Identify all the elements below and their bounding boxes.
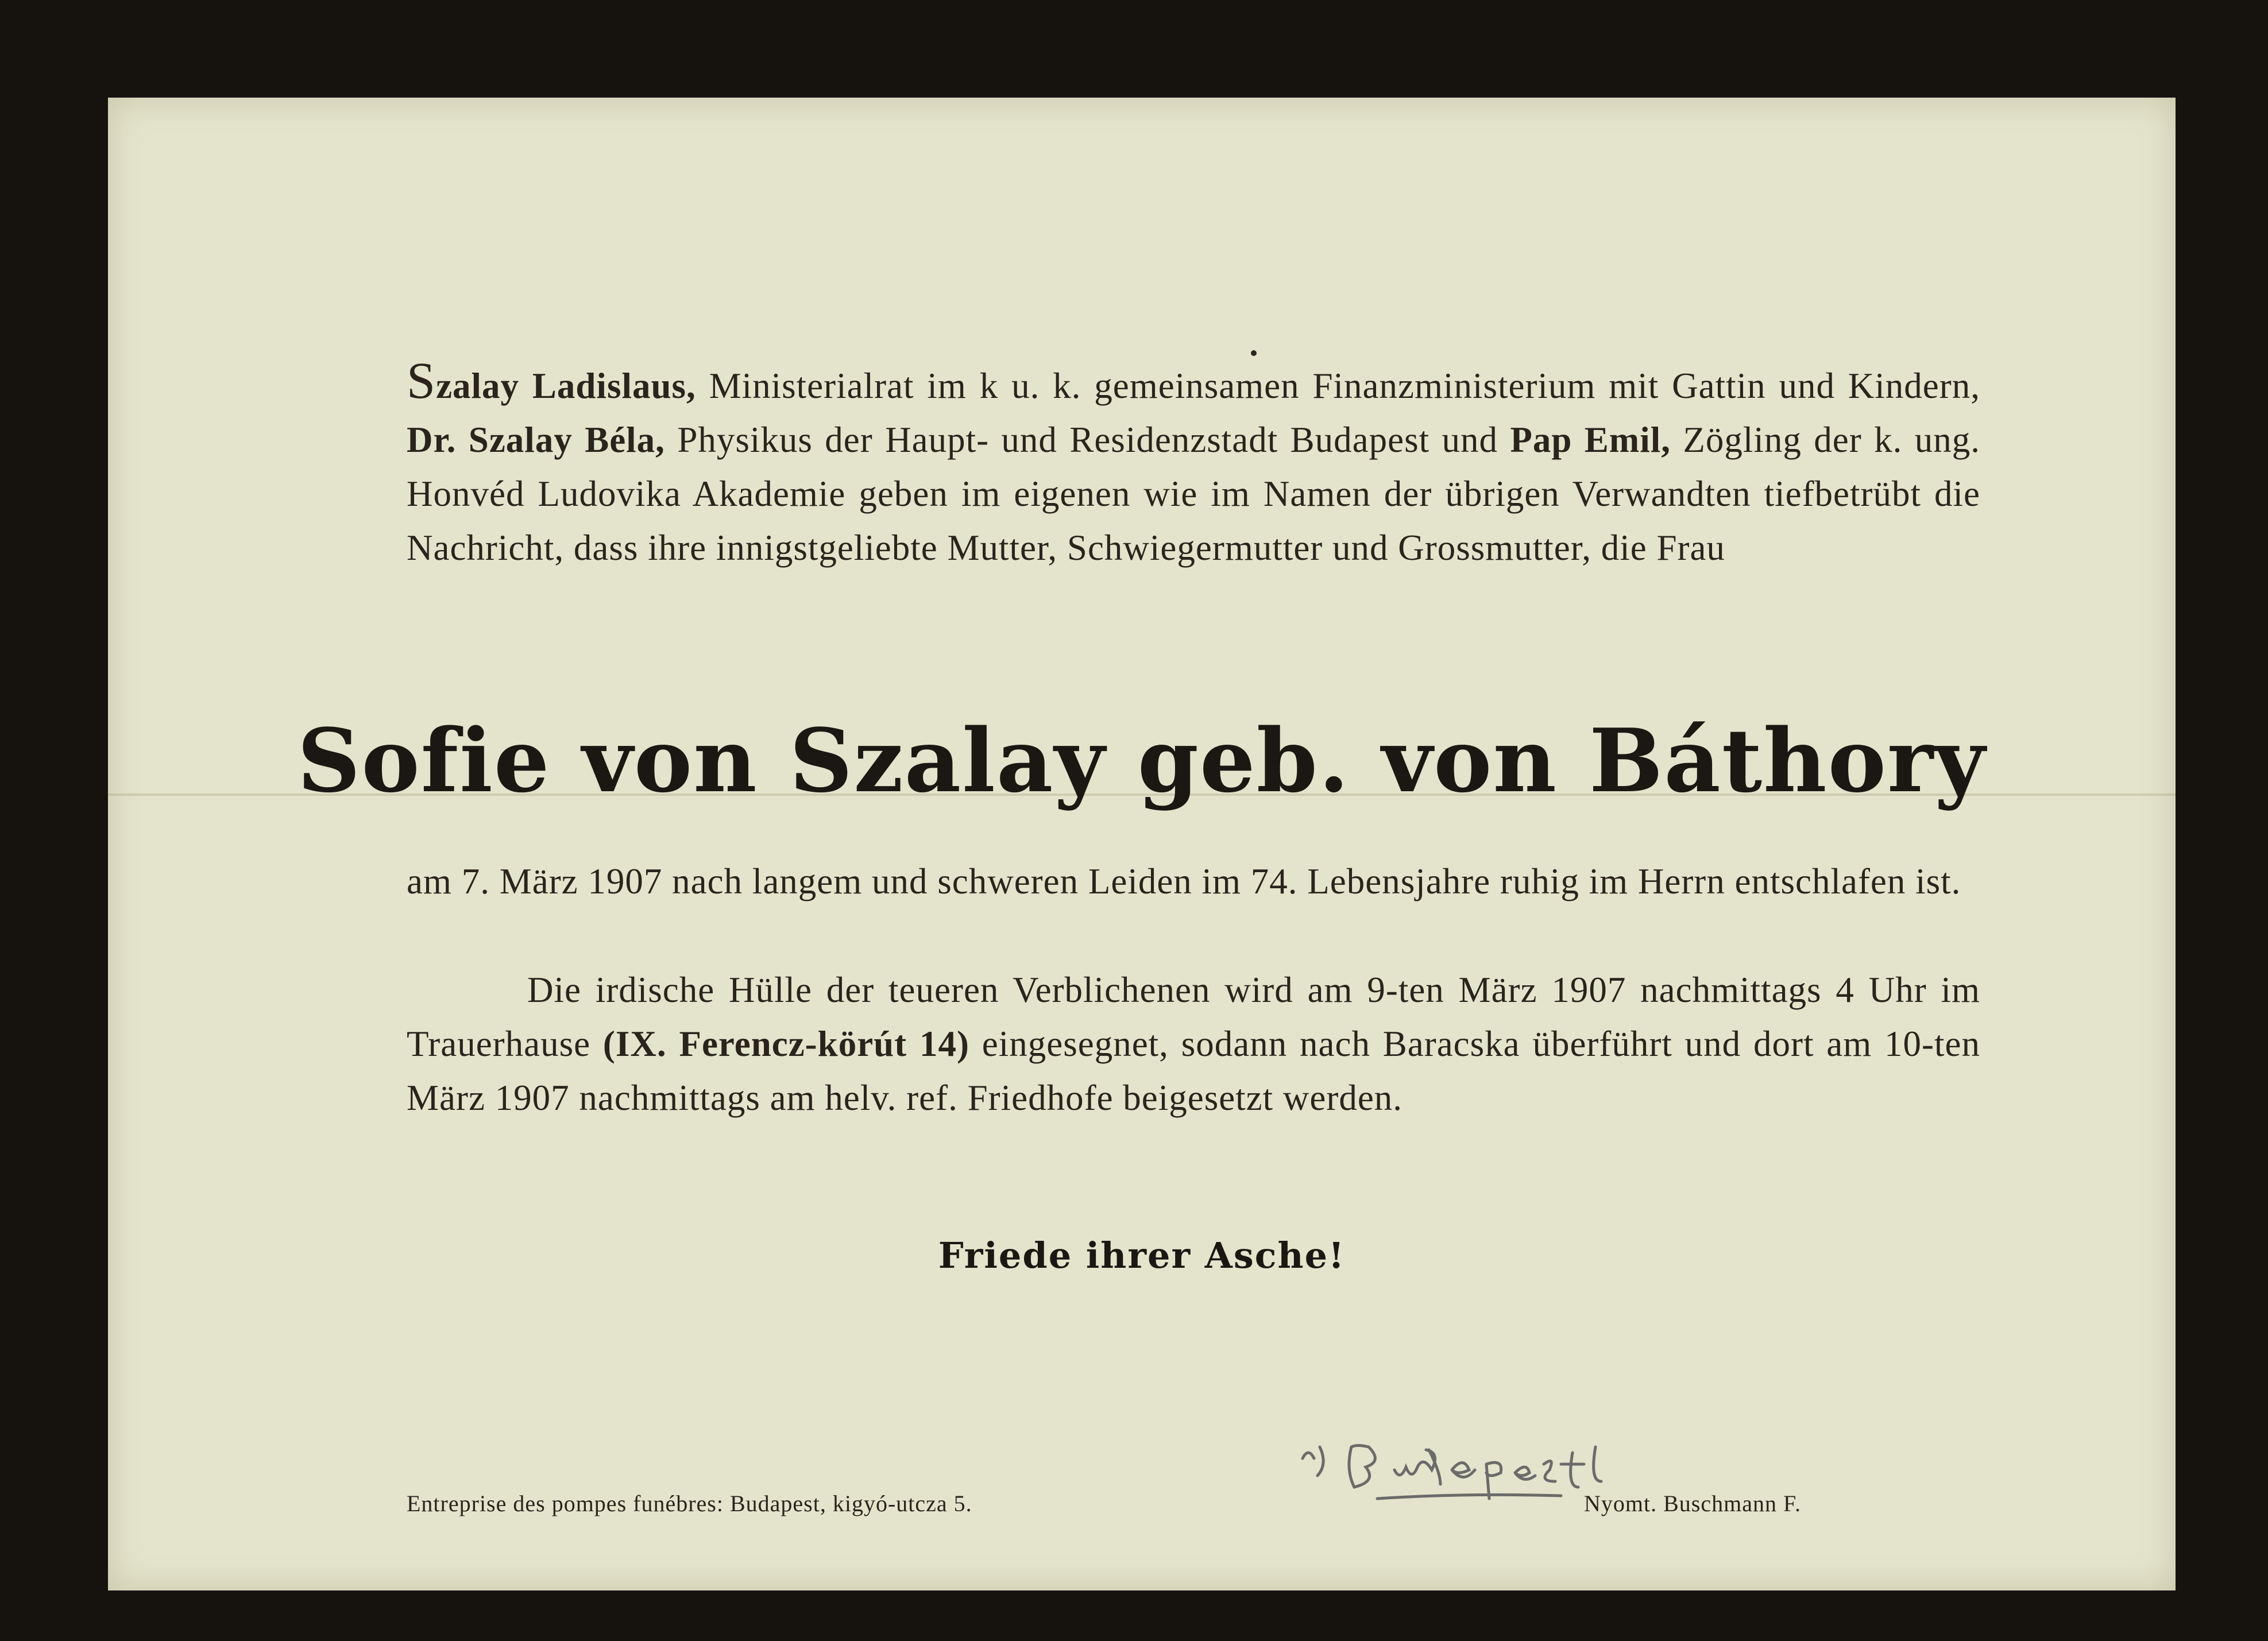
intro-text-3: Zögling der k. ung. Honvéd Ludovika Akademie geben im eigenen wie im Namen der übrigen Verwandten tiefbetrübt die Nachricht, dass ihre innigstgeliebte Mutter, Schwiegermutter und Grossmutter, die Frau: [407, 420, 1981, 568]
drop-initial: S: [407, 353, 436, 409]
name-szalay-bela: Dr. Szalay Béla,: [407, 420, 665, 460]
death-paragraph: am 7. März 1907 nach langem und schweren Leiden im 74. Lebensjahre ruhig im Herrn entschlafen ist.: [407, 861, 1961, 901]
printer-imprint: Nyomt. Buschmann F.: [1584, 1491, 1802, 1516]
name-szalay-ladislaus: zalay Ladislaus,: [436, 366, 696, 406]
intro-text-1: Ministerialrat im k u. k. gemeinsamen Finanzministerium mit Gattin und Kindern,: [696, 366, 1980, 406]
funeral-text-3: eingesegnet, sodann nach Baracska überführt und dort am 10-ten März 1907 nachmittags am helv. ref. Friedhofe beigesetzt werden.: [407, 1024, 1980, 1118]
funeral-notice-sheet: [108, 98, 2176, 1590]
ink-dot: [1251, 350, 1257, 356]
intro-paragraph: [407, 353, 1981, 575]
undertaker-imprint: Entreprise des pompes funébres: Budapest, kigyó-utcza 5.: [407, 1491, 972, 1516]
funeral-text-2: am 9-ten März 1907 nachmittags 4 Uhr im Trauerhause: [407, 970, 1981, 1064]
funeral-paragraph: [407, 963, 1980, 1125]
intro-text-2: Physikus der Haupt- und Residenzstadt Budapest und: [664, 420, 1510, 460]
funeral-address: (IX. Ferencz-körút 14): [602, 1024, 969, 1064]
deceased-name: Sofie von Szalay geb. von Báthory: [297, 709, 1987, 812]
closing-blessing: Friede ihrer Asche!: [938, 1234, 1346, 1276]
name-pap-emil: Pap Emil,: [1510, 420, 1671, 460]
funeral-text-1: Die irdische Hülle der teueren Verblichenen wird: [527, 970, 1293, 1010]
